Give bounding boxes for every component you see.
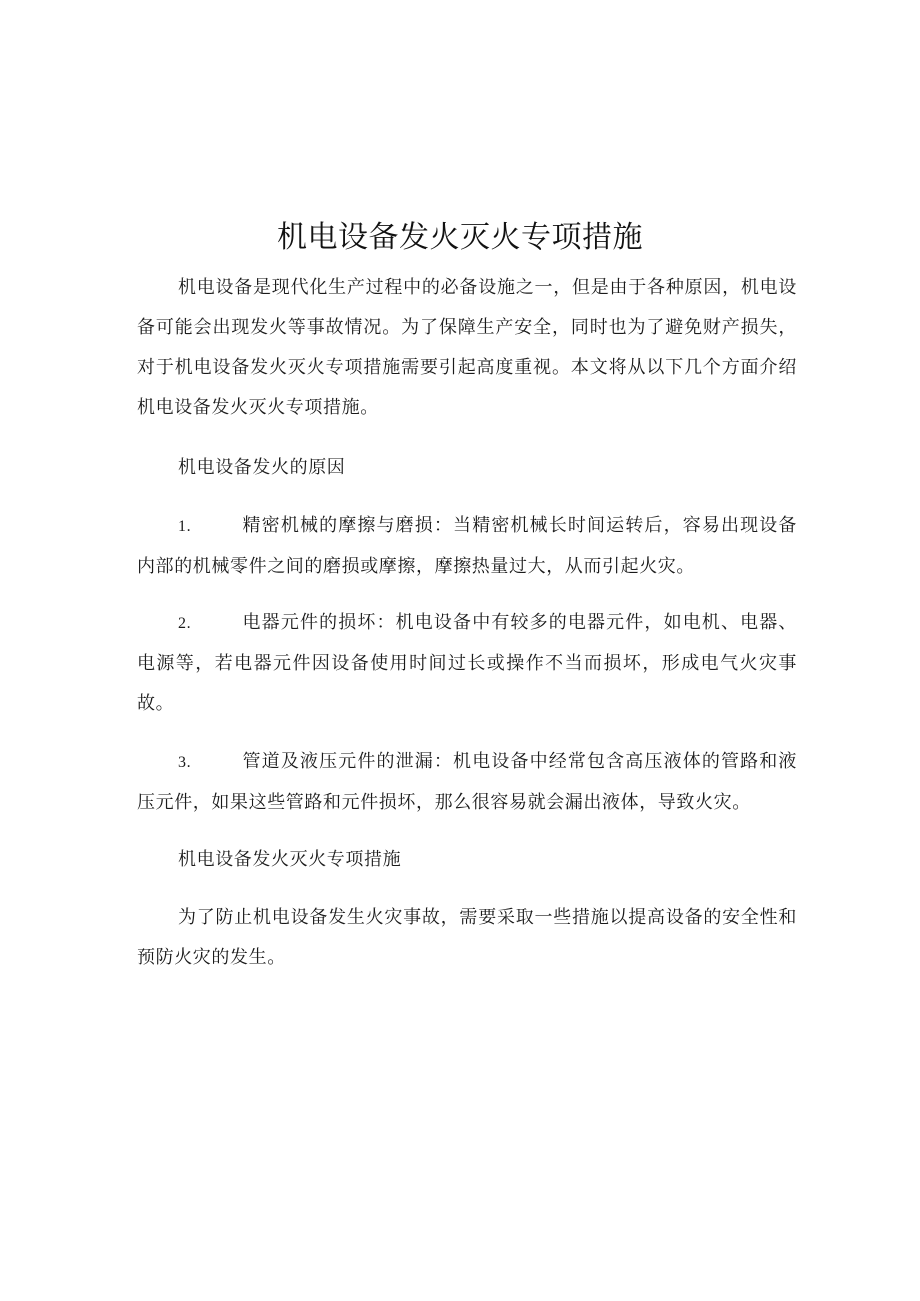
cause-item-2 <box>137 603 797 724</box>
cause-item-3-number: 3. <box>178 754 192 771</box>
cause-item-2-text: 电器元件的损坏：机电设备中有较多的电器元件，如电机、电器、电源等，若电器元件因设备使用时间过长或操作不当而损坏，形成电气火灾事故。 <box>137 612 797 714</box>
measures-intro-paragraph: 为了防止机电设备发生火灾事故，需要采取一些措施以提高设备的安全性和预防火灾的发生。 <box>137 907 797 968</box>
cause-item-1-number: 1. <box>178 518 192 535</box>
document-title: 机电设备发火灭火专项措施 <box>277 220 643 255</box>
section-heading-measures: 机电设备发火灭火专项措施 <box>178 849 402 870</box>
cause-item-3-text: 管道及液压元件的泄漏：机电设备中经常包含高压液体的管路和液压元件，如果这些管路和元件损坏，那么很容易就会漏出液体，导致火灾。 <box>137 751 797 813</box>
cause-item-3 <box>137 742 797 823</box>
section-heading-causes: 机电设备发火的原因 <box>178 457 346 478</box>
intro-paragraph: 机电设备是现代化生产过程中的必备设施之一，但是由于各种原因，机电设备可能会出现发火等事故情况。为了保障生产安全，同时也为了避免财产损失，对于机电设备发火灭火专项措施需要引起高度重视。本文将从以下几个方面介绍机电设备发火灭火专项措施。 <box>137 277 797 418</box>
cause-item-2-number: 2. <box>178 615 192 632</box>
cause-item-1 <box>137 506 797 587</box>
cause-item-1-text: 精密机械的摩擦与磨损：当精密机械长时间运转后，容易出现设备内部的机械零件之间的磨损或摩擦，摩擦热量过大，从而引起火灾。 <box>137 515 797 577</box>
